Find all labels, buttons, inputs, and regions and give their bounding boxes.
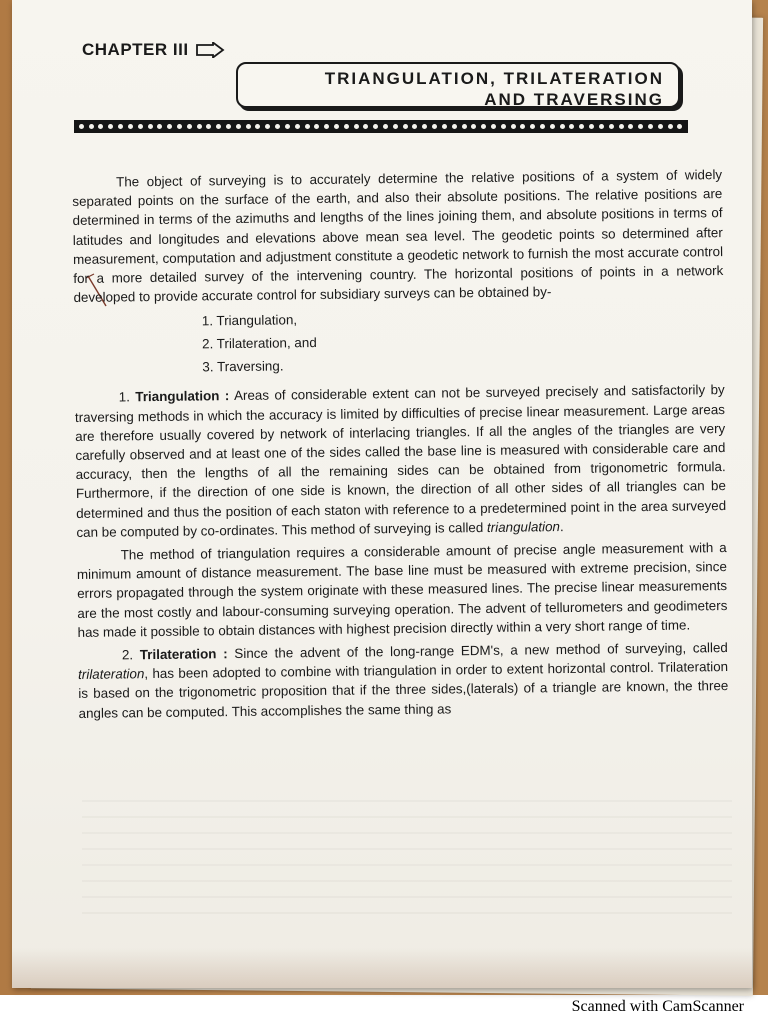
body-text (72, 165, 729, 727)
divider-dot (648, 124, 653, 129)
section-number: 1. (118, 389, 131, 405)
divider-dot (481, 124, 486, 129)
divider-dot (226, 124, 231, 129)
divider-dot (128, 124, 133, 129)
divider-dot (295, 124, 300, 129)
section-text: , has been adopted to combine with triangulation in order to extent horizontal control. Trilateration is based on the trigonometric proposition that if the three sides,(laterals) of a triangle are known, the three angles can be computed. This accomplishes the same thing as (78, 659, 729, 721)
divider-dot (550, 124, 555, 129)
divider-dot (462, 124, 467, 129)
divider-dot (275, 124, 280, 129)
chapter-title-line1: TRIANGULATION, TRILATERATION (324, 69, 664, 88)
divider-dot (560, 124, 565, 129)
divider-dot (540, 124, 545, 129)
divider-dot (501, 124, 506, 129)
divider-dot (579, 124, 584, 129)
list-item: 3. Traversing. (202, 358, 284, 375)
divider-dot (305, 124, 310, 129)
divider-dot (491, 124, 496, 129)
divider-dot (511, 124, 516, 129)
divider-dot (265, 124, 270, 129)
trilateration-paragraph (78, 638, 729, 723)
triangulation-paragraph (75, 380, 727, 542)
divider-dot (79, 124, 84, 129)
divider-dot (255, 124, 260, 129)
divider-dot (167, 124, 172, 129)
chapter-title-box (236, 62, 680, 108)
divider-dot (148, 124, 153, 129)
divider-dot (246, 124, 251, 129)
camscanner-watermark: Scanned with CamScanner (571, 998, 744, 1015)
divider-dot (138, 124, 143, 129)
arrow-down-icon (195, 42, 225, 58)
divider-dot (285, 124, 290, 129)
intro-paragraph: The object of surveying is to accurately determine the relative positions of a system of widely separated points on the surface of the earth, and also their absolute positions. The relative positions are determined in terms of the azimuths and lengths of the lines joining them, and absolute positions in terms of latitudes and longitudes and elevations above mean sea level. The geodetic points so determined after measurement, computation and adjustment constitute a geodetic network to furnish the most accurate control for a more detailed survey of the intervening country. The horizontal positions of points in a network developed to provide accurate control for subsidiary surveys can be obtained by- (72, 167, 724, 306)
divider-dot (471, 124, 476, 129)
section-end: . (559, 518, 564, 534)
divider-dot (89, 124, 94, 129)
divider-dot (638, 124, 643, 129)
divider-dot (609, 124, 614, 129)
divider-dot (432, 124, 437, 129)
chapter-heading (82, 40, 225, 60)
divider-dot (187, 124, 192, 129)
divider-dot (569, 124, 574, 129)
divider-dot (393, 124, 398, 129)
divider-dot (216, 124, 221, 129)
divider-dot (197, 124, 202, 129)
list-item: 1. Triangulation, (201, 312, 298, 329)
chapter-title-line2: AND TRAVERSING (484, 90, 664, 109)
divider-dot (403, 124, 408, 129)
divider-dot (373, 124, 378, 129)
divider-dot (314, 124, 319, 129)
show-through-text (82, 800, 732, 920)
list-item: 2. Trilateration, and (202, 335, 317, 352)
section-heading: Triangulation : (135, 388, 230, 405)
divider-dot (530, 124, 535, 129)
divider-dot (344, 124, 349, 129)
divider-dot (628, 124, 633, 129)
section-term: trilateration (78, 666, 145, 683)
divider-dot (589, 124, 594, 129)
section-text: Areas of considerable extent can not be surveyed precisely and satisfactorily by traversing methods in which the accuracy is limited by difficulties of precise linear measurement. Large areas are therefore usually covered by network of interlacing triangles. If all the angles of the triangles are very carefully observed and at least one of the sides called the base line is measured with considerable care and accuracy, then the lengths of all the remaining sides can be obtained from trigonometric formula. Furthermore, if the direction of one side is known, the direction of all other sides of all triangles can be determined and thus the position of each staton with reference to a predetermined point in the area surveyed can be computed by co-ordinates. This method of surveying is called (74, 382, 727, 540)
section-term: triangulation (486, 518, 561, 535)
divider-dot (452, 124, 457, 129)
section-heading: Trilateration : (139, 646, 228, 663)
divider-dot (668, 124, 673, 129)
divider-dot (677, 124, 682, 129)
divider-dot (658, 124, 663, 129)
divider-dot (108, 124, 113, 129)
divider-dot (177, 124, 182, 129)
triangulation-method-paragraph: The method of triangulation requires a considerable amount of precise angle measurement with a minimum amount of distance measurement. The base line must be measured with extreme precision, since errors propagated through the system originate with these measured lines. The precise linear measurements are the most costly and labour-consuming surveying operation. The advent of tellurometers and geodimeters has made it possible to obtain distances with highest precision directly within a very short range of time. (76, 540, 728, 640)
chapter-label: CHAPTER III (82, 40, 189, 59)
divider-dot (236, 124, 241, 129)
divider-dot (412, 124, 417, 129)
divider-dot (157, 124, 162, 129)
section-number: 2. (121, 647, 134, 663)
dotted-divider (74, 120, 688, 133)
divider-dot (422, 124, 427, 129)
divider-dot (118, 124, 123, 129)
divider-dot (363, 124, 368, 129)
divider-dot (98, 124, 103, 129)
divider-dot (619, 124, 624, 129)
divider-dot (334, 124, 339, 129)
book-page (12, 0, 752, 988)
divider-dot (383, 124, 388, 129)
page-shadow (12, 948, 752, 988)
methods-list (202, 303, 725, 378)
divider-dot (442, 124, 447, 129)
divider-dot (354, 124, 359, 129)
divider-dot (599, 124, 604, 129)
divider-dot (206, 124, 211, 129)
section-text: Since the advent of the long-range EDM's, a new method of surveying, called (234, 640, 728, 662)
divider-dot (520, 124, 525, 129)
divider-dot (324, 124, 329, 129)
